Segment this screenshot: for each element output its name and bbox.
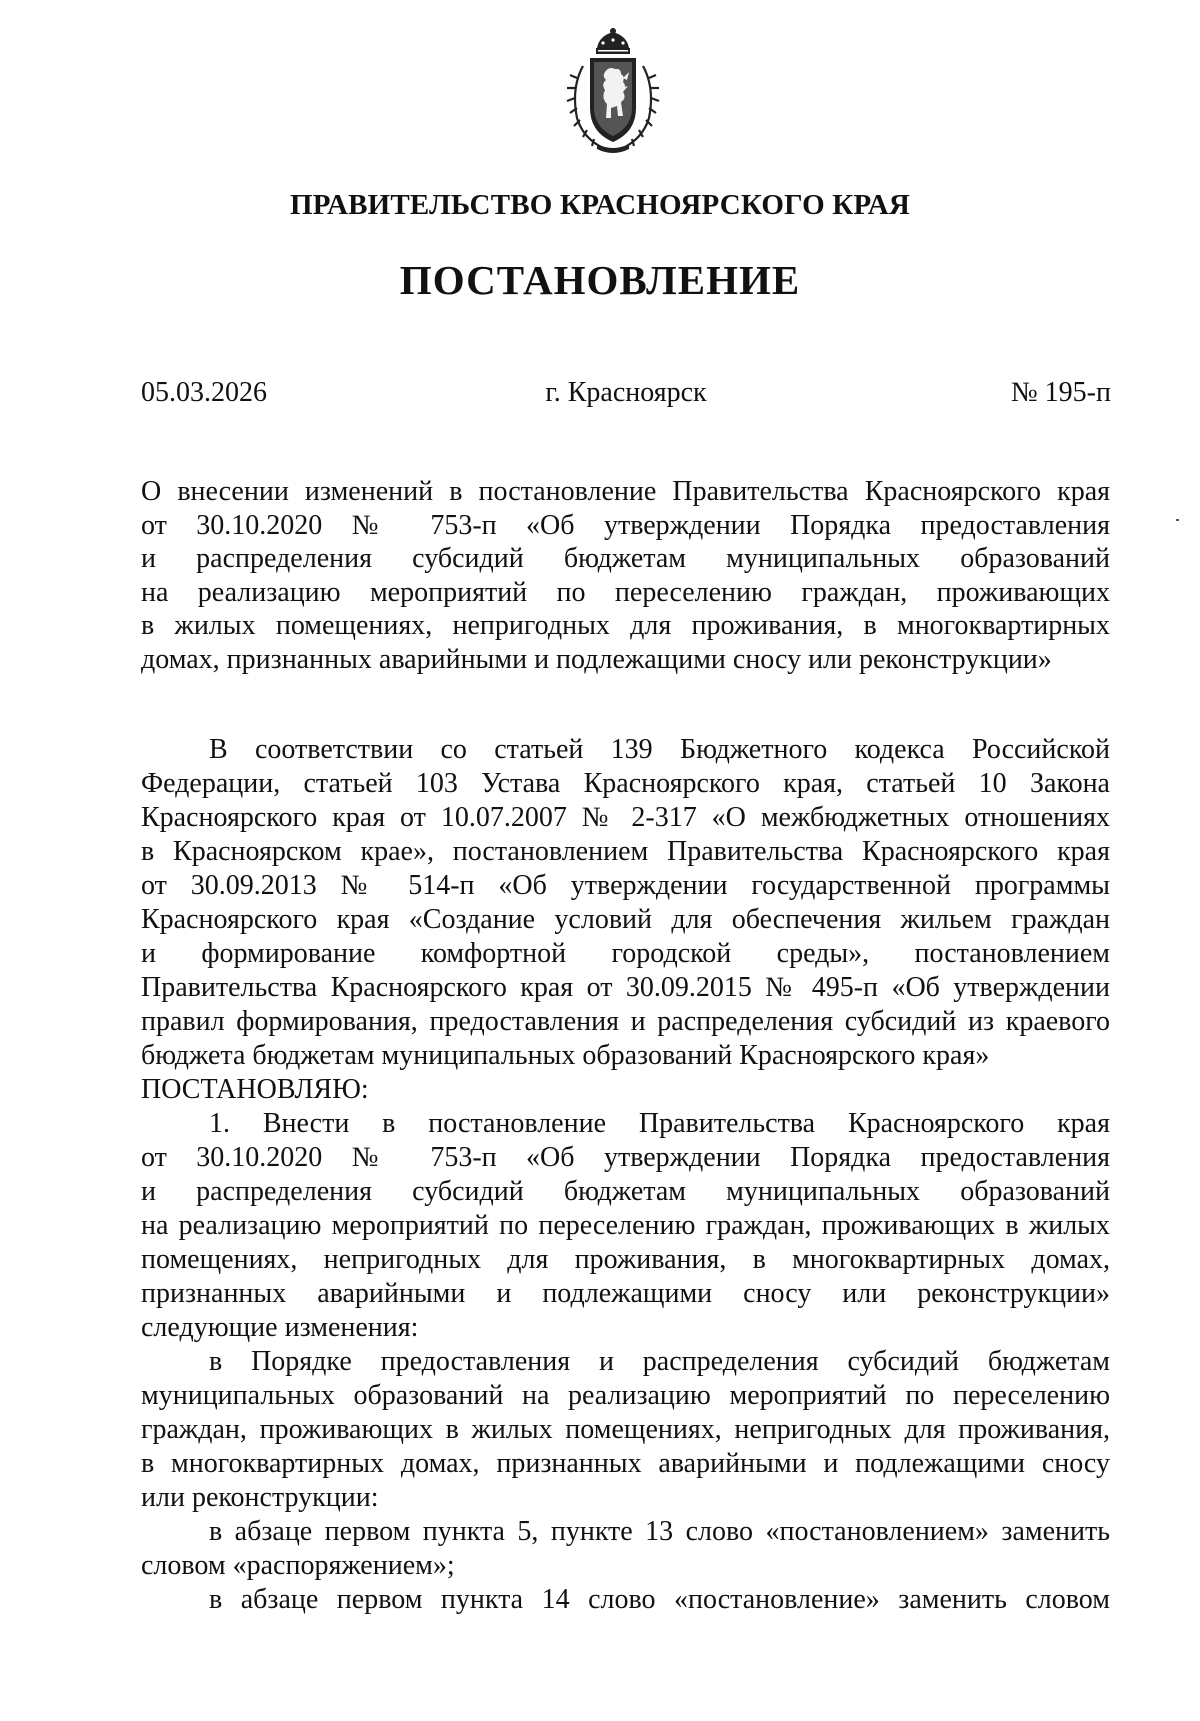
body-line: помещениях, непригодных для проживания, в многоквартирных домах, xyxy=(141,1244,1110,1275)
body-line: признанных аварийными и подлежащими сносу или реконструкции» xyxy=(141,1278,1110,1309)
title-line: от 30.10.2020 № 753-п «Об утверждении Порядка предоставления xyxy=(141,509,1110,541)
title-line: О внесении изменений в постановление Правительства Красноярского края xyxy=(141,476,1110,507)
body-line: и распределения субсидий бюджетам муниципальных образований xyxy=(141,1176,1110,1207)
body-line: граждан, проживающих в жилых помещениях, непригодных для проживания, xyxy=(141,1414,1110,1445)
body-line: Правительства Красноярского края от 30.09.2015 № 495-п «Об утверждении xyxy=(141,972,1110,1003)
document-body xyxy=(141,733,1110,1617)
body-line: в Красноярском крае», постановлением Правительства Красноярского края xyxy=(141,836,1110,867)
body-line: Федерации, статьей 103 Устава Красноярского края, статьей 10 Закона xyxy=(141,768,1110,799)
body-line: следующие изменения: xyxy=(141,1312,419,1343)
body-line: в многоквартирных домах, признанных аварийными и подлежащими сносу xyxy=(141,1448,1110,1479)
document-type: ПОСТАНОВЛЕНИЕ xyxy=(399,257,801,303)
body-line-resolution: ПОСТАНОВЛЯЮ: xyxy=(141,1074,369,1105)
document-title xyxy=(141,475,1110,677)
body-line: или реконструкции: xyxy=(141,1482,379,1513)
title-line: в жилых помещениях, непригодных для проживания, в многоквартирных xyxy=(141,610,1110,642)
krasnoyarsk-coat-of-arms-icon xyxy=(563,28,663,158)
body-line: 1. Внести в постановление Правительства Красноярского края xyxy=(209,1108,1110,1139)
body-line: правил формирования, предоставления и распределения субсидий из краевого xyxy=(141,1006,1110,1037)
body-line: бюджета бюджетам муниципальных образований Красноярского края» xyxy=(141,1040,990,1071)
body-line: и формирование комфортной городской среды», постановлением xyxy=(141,938,1110,969)
document-number: № 195-п xyxy=(1010,377,1111,408)
document-date: 05.03.2026 xyxy=(141,377,267,408)
body-line: Красноярского края «Создание условий для обеспечения жильем граждан xyxy=(141,904,1110,935)
title-line: на реализацию мероприятий по переселению граждан, проживающих xyxy=(141,576,1110,608)
body-line: в абзаце первом пункта 5, пункте 13 слово «постановлением» заменить xyxy=(209,1516,1110,1547)
body-line: словом «распоряжением»; xyxy=(141,1550,455,1581)
body-line: В соответствии со статьей 139 Бюджетного кодекса Российской xyxy=(209,734,1110,765)
document-city: г. Красноярск xyxy=(545,377,707,408)
body-line: муниципальных образований на реализацию мероприятий по переселению xyxy=(141,1380,1110,1411)
body-line: от 30.09.2013 № 514-п «Об утверждении государственной программы xyxy=(141,870,1110,901)
organization-name: ПРАВИТЕЛЬСТВО КРАСНОЯРСКОГО КРАЯ xyxy=(289,189,911,221)
title-line: и распределения субсидий бюджетам муниципальных образований xyxy=(141,543,1110,575)
body-line: от 30.10.2020 № 753-п «Об утверждении Порядка предоставления xyxy=(141,1142,1110,1173)
body-line: в Порядке предоставления и распределения субсидий бюджетам xyxy=(209,1346,1110,1377)
body-line: Красноярского края от 10.07.2007 № 2-317 «О межбюджетных отношениях xyxy=(141,802,1110,833)
scan-artifact-mark xyxy=(1176,519,1179,521)
body-line: в абзаце первом пункта 14 слово «постановление» заменить словом xyxy=(209,1584,1110,1615)
body-line: на реализацию мероприятий по переселению граждан, проживающих в жилых xyxy=(141,1210,1110,1241)
title-line: домах, признанных аварийными и подлежащими сносу или реконструкции» xyxy=(141,643,1052,675)
